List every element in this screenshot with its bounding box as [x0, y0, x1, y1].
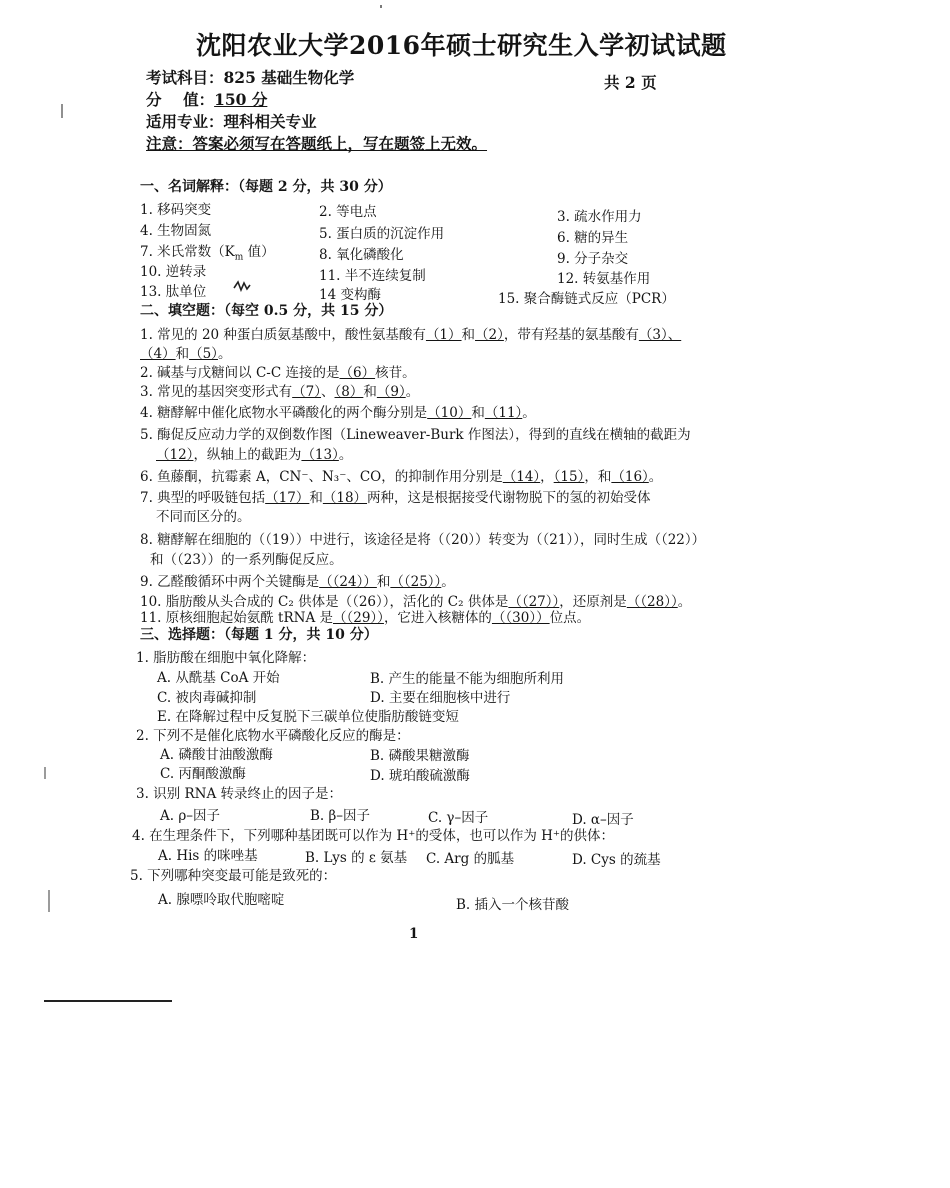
q11-text-c: 位点。: [549, 610, 591, 626]
page-number: 1: [409, 926, 419, 942]
q1-text: 1. 常见的 20 种蛋白质氨基酸中，酸性氨基酸有: [140, 327, 426, 343]
and-word: 和: [175, 346, 190, 362]
choice-q4-d: D. Cys 的巯基: [572, 852, 661, 868]
choice-q2-a: A. 磷酸甘油酸激酶: [160, 747, 273, 763]
period: 。: [522, 405, 536, 421]
choice-q3-c: C. γ–因子: [428, 810, 489, 826]
major-line: [146, 110, 317, 132]
term-6: 6. 糖的异生: [557, 230, 629, 246]
choice-q4-b: B. Lys 的 ε 氨基: [305, 850, 408, 866]
ink-mark: [233, 278, 251, 292]
q11-text-b: ，它进入核糖体的: [383, 610, 492, 626]
period: 。: [677, 594, 692, 610]
scan-speck: [48, 890, 50, 912]
choice-q4-c: C. Arg 的胍基: [426, 851, 515, 867]
blank-24: （（24））: [319, 574, 377, 590]
term-13: 13. 肽单位: [140, 284, 207, 300]
subject-label: 考试科目：: [146, 68, 224, 87]
blank-13: （13）: [301, 447, 339, 463]
section3-heading: 三、选择题：（每题 1 分，共 10 分）: [140, 627, 378, 643]
period: 。: [338, 447, 353, 463]
fill-q11: [140, 606, 590, 626]
q3-text: 3. 常见的基因突变形式有: [140, 384, 293, 400]
comma: ，: [584, 469, 598, 485]
blank-25: （（25））: [390, 574, 442, 590]
period: 。: [405, 384, 420, 400]
term-2: 2. 等电点: [319, 204, 377, 220]
major-value: 理科相关专业: [223, 112, 317, 131]
choice-q3-d: D. α–因子: [572, 812, 634, 828]
choice-q2-d: D. 琥珀酸硫激酶: [370, 768, 470, 784]
and-word: 和: [461, 327, 476, 343]
blank-4: （4）: [140, 346, 176, 362]
score-value: 150 分: [214, 90, 268, 109]
choice-q2-b: B. 磷酸果糖激酶: [370, 748, 470, 764]
choice-q1-a: A. 从酰基 CoA 开始: [157, 670, 280, 686]
term-1: 1. 移码突变: [140, 202, 212, 218]
blank-15: （15）: [553, 469, 585, 485]
choice-q5-b: B. 插入一个核苷酸: [456, 897, 570, 913]
choice-q1-b: B. 产生的能量不能为细胞所利用: [370, 671, 565, 687]
exam-title: 沈阳农业大学2016年硕士研究生入学初试试题: [196, 31, 727, 60]
fill-q1-line2: [140, 342, 231, 362]
major-label: 适用专业：: [146, 112, 224, 131]
subject-line: [146, 66, 354, 88]
choice-q2-c: C. 丙酮酸激酶: [160, 766, 246, 782]
term-11: 11. 半不连续复制: [319, 268, 426, 284]
term-5: 5. 蛋白质的沉淀作用: [319, 226, 445, 242]
scan-speck: [61, 104, 63, 118]
blank-14: （14）: [502, 469, 541, 485]
score-label: 分 值：: [146, 90, 215, 109]
and-word: 和: [471, 405, 485, 421]
q5-text-b: ，纵轴上的截距为: [193, 447, 302, 463]
choice-q5-a: A. 腺嘌呤取代胞嘧啶: [158, 892, 285, 908]
blank-9: （9）: [376, 384, 406, 400]
fill-q8-line1: 8. 糖酵解在细胞的（（19））中进行，该途径是将（（20））转变为（（21）），同时生成（（22））: [140, 532, 706, 548]
section1-heading: 一、名词解释：（每题 2 分，共 30 分）: [140, 179, 392, 195]
q10-text: 10. 脂肪酸从头合成的 C₂ 供体是（（26）），活化的 C₂ 供体是: [140, 594, 509, 610]
term-12: 12. 转氨基作用: [557, 271, 651, 287]
and-word: 和: [363, 384, 377, 400]
fill-q3: [140, 380, 419, 400]
q10-text-b: ，还原剂是: [559, 594, 627, 610]
choice-q4-a: A. His 的咪唑基: [158, 848, 258, 864]
notice: 注意：答案必须写在答题纸上，写在题签上无效。: [146, 134, 488, 153]
scan-line: [44, 1000, 172, 1002]
blank-10: （10）: [427, 405, 472, 421]
term-14: 14 变构酶: [319, 287, 381, 303]
page-count: 共 2 页: [604, 73, 657, 92]
term-7-text: 7. 米氏常数（K: [140, 244, 235, 260]
fill-q7-line2: 不同而区分的。: [156, 509, 251, 525]
and-word: 和: [376, 574, 391, 590]
comma: ，: [540, 469, 554, 485]
term-7-sub: m: [234, 252, 244, 263]
choice-q5: 5. 下列哪种突变最可能是致死的：: [130, 868, 337, 884]
fill-q2: [140, 361, 416, 381]
fill-q8-line2: 和（（23））的一系列酶促反应。: [150, 552, 343, 568]
fill-q7-line1: [140, 486, 651, 506]
and-word: 和: [309, 490, 323, 506]
term-9: 9. 分子杂交: [557, 251, 629, 267]
and-word: 和: [597, 469, 612, 485]
blank-16: （16）: [611, 469, 649, 485]
choice-q1-c: C. 被肉毒碱抑制: [157, 690, 257, 706]
term-3: 3. 疏水作用力: [557, 209, 642, 225]
choice-q1-d: D. 主要在细胞核中进行: [370, 690, 511, 706]
term-8: 8. 氧化磷酸化: [319, 247, 404, 263]
blank-2: （2）: [475, 327, 504, 343]
fill-q4: [140, 401, 536, 421]
q7-text: 7. 典型的呼吸链包括: [140, 490, 266, 506]
choice-q1-e: E. 在降解过程中反复脱下三碳单位使脂肪酸链变短: [157, 709, 459, 725]
scan-speck: [44, 767, 46, 779]
choice-q3-b: B. β–因子: [310, 808, 371, 824]
fill-q5-line1: 5. 酶促反应动力学的双倒数作图（Lineweaver-Burk 作图法），得到的直线在横轴的截距为: [140, 427, 691, 443]
blank-28: （（28））: [626, 594, 678, 610]
scan-speck: [380, 5, 382, 8]
section2-heading: 二、填空题：（每空 0.5 分，共 15 分）: [140, 303, 393, 319]
choice-q1: 1. 脂肪酸在细胞中氧化降解：: [136, 650, 316, 666]
subject-value: 825 基础生物化学: [223, 68, 355, 87]
blank-7: （7）: [292, 384, 322, 400]
blank-6: （6）: [339, 365, 376, 381]
blank-8: （8）: [334, 384, 364, 400]
fill-q9: [140, 570, 455, 590]
period: 。: [441, 574, 455, 590]
choice-q3: 3. 识别 RNA 转录终止的因子是：: [136, 786, 342, 802]
blank-18: （18）: [322, 490, 368, 506]
period: 。: [217, 346, 232, 362]
choice-q3-a: A. ρ–因子: [160, 808, 221, 824]
fill-q6: [140, 465, 662, 485]
term-15: 15. 聚合酶链式反应（PCR）: [498, 291, 675, 307]
term-7-tail: 值）: [243, 244, 275, 260]
q11-text: 11. 原核细胞起始氨酰 tRNA 是: [140, 610, 333, 626]
blank-27: （（27））: [508, 594, 560, 610]
blank-29: （（29））: [333, 610, 384, 626]
blank-1: （1）: [425, 327, 462, 343]
fill-q1-line1: [140, 323, 681, 343]
blank-30: （（30））: [491, 610, 550, 626]
q9-text: 9. 乙醛酸循环中两个关键酶是: [140, 574, 320, 590]
q1-text-b: ，带有羟基的氨基酸有: [503, 327, 639, 343]
q7-text-b: 两种，这是根据接受代谢物脱下的氢的初始受体: [367, 490, 651, 506]
blank-3: （3）、: [638, 327, 682, 343]
score-line: [146, 88, 267, 110]
blank-12: （12）: [156, 447, 194, 463]
q2-text-b: 核苷。: [375, 365, 416, 381]
q4-text: 4. 糖酵解中催化底物水平磷酸化的两个酶分别是: [140, 405, 428, 421]
blank-5: （5）: [189, 346, 218, 362]
fill-q5-line2: [156, 443, 352, 463]
blank-17: （17）: [265, 490, 310, 506]
term-10: 10. 逆转录: [140, 264, 207, 280]
period: 。: [648, 469, 663, 485]
blank-11: （11）: [484, 405, 523, 421]
q2-text: 2. 碱基与戊糖间以 C-C 连接的是: [140, 365, 340, 381]
choice-q4: 4. 在生理条件下，下列哪种基团既可以作为 H⁺的受体，也可以作为 H⁺的供体：: [132, 828, 615, 844]
q6-text: 6. 鱼藤酮，抗霉素 A，CN⁻、N₃⁻、CO，的抑制作用分别是: [140, 469, 503, 485]
choice-q2: 2. 下列不是催化底物水平磷酸化反应的酶是：: [136, 728, 410, 744]
term-4: 4. 生物固氮: [140, 223, 212, 239]
separator: 、: [321, 384, 335, 400]
